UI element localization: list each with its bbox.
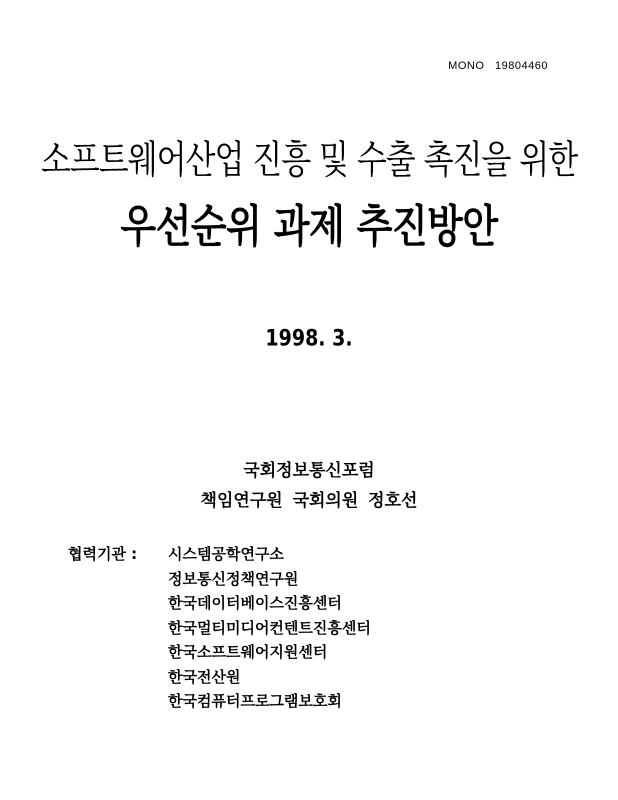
partner-row bbox=[68, 640, 371, 665]
partner-row bbox=[68, 591, 371, 616]
partners-label: 협력기관 : bbox=[68, 545, 138, 563]
title-line-2: 우선순위 과제 추진방안 bbox=[120, 200, 498, 253]
partner-institutions bbox=[68, 542, 371, 714]
partner-row bbox=[68, 616, 371, 641]
forum-name: 국회정보통신포럼 bbox=[243, 461, 375, 481]
lead-researcher: 책임연구원 국회의원 정호선 bbox=[200, 491, 418, 511]
partner-item: 정보통신정책연구원 bbox=[168, 569, 299, 588]
partner-row bbox=[68, 567, 371, 592]
partner-row bbox=[68, 665, 371, 690]
partner-item: 한국컴퓨터프로그램보호회 bbox=[168, 692, 342, 710]
partner-item: 한국소프트웨어지원센터 bbox=[168, 643, 328, 661]
partner-row bbox=[68, 689, 371, 714]
partner-row bbox=[68, 542, 371, 567]
title-line-1: 소프트웨어산업 진흥 및 수출 촉진을 위한 bbox=[40, 138, 578, 183]
partner-item: 한국멀티미디어컨텐트진흥센터 bbox=[168, 618, 371, 637]
partner-item: 한국전산원 bbox=[168, 667, 241, 686]
partner-item: 시스템공학연구소 bbox=[168, 545, 284, 563]
partner-item: 한국데이터베이스진흥센터 bbox=[168, 594, 342, 612]
document-id: MONO 19804460 bbox=[448, 60, 548, 72]
publication-date: 1998. 3. bbox=[265, 326, 353, 352]
